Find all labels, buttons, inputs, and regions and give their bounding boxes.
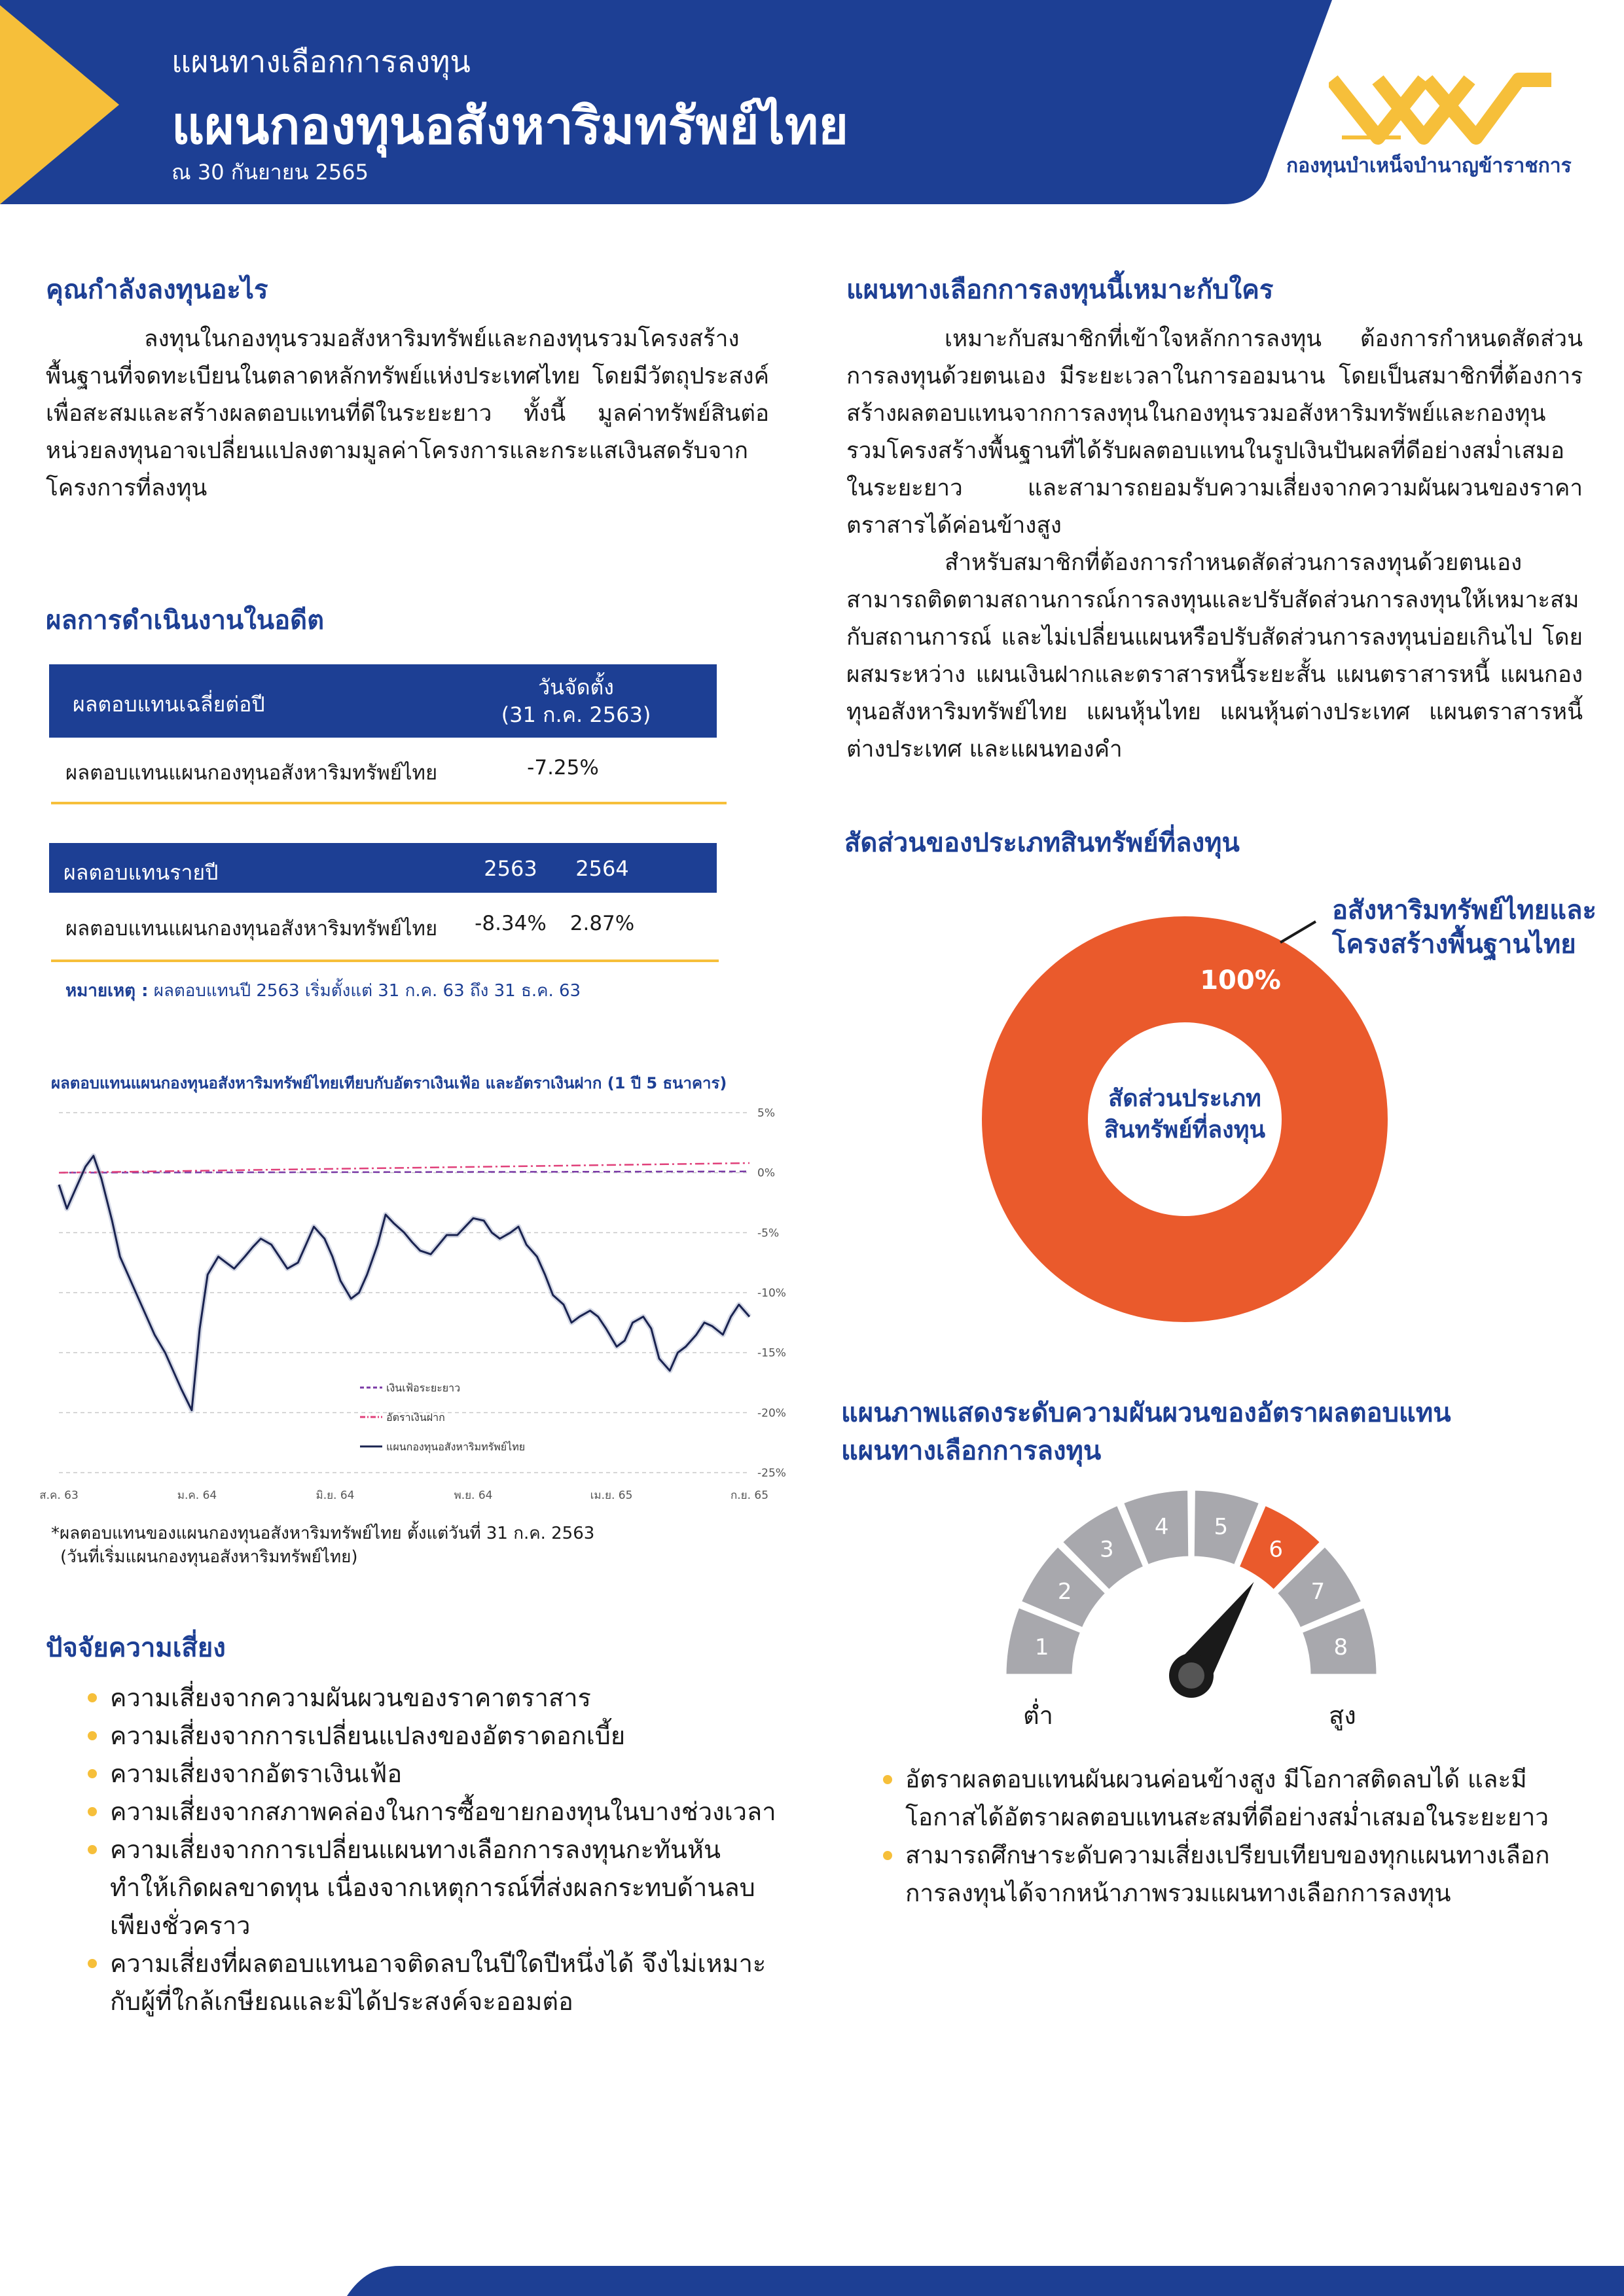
legend-label: เงินเฟ้อระยะยาว xyxy=(386,1382,461,1394)
risk-gauge-heading xyxy=(841,1394,1451,1470)
suitability-para-2 xyxy=(846,545,1583,768)
x-tick-label: มิ.ย. 64 xyxy=(316,1489,355,1502)
y-tick-label: -5% xyxy=(757,1227,780,1240)
performance-heading: ผลการดำเนินงานในอดีต xyxy=(46,605,325,636)
suitability-text-1: เหมาะกับสมาชิกที่เข้าใจหลักการลงทุน ต้องการกำหนดสัดส่วนการลงทุนด้วยตนเอง มีระยะเวลาในการออมนาน โดยเป็นสมาชิกที่ต้องการสร้างผลตอบแทนจากการลงทุนในกองทุนรวมอสังหาริมทรัพย์และกองทุนรวมโครงสร้างพื้นฐานที่ได้รับผลตอบแทนในรูปเงินปันผลที่ดีอย่างสม่ำเสมอในระยะยาว และสามารถยอมรับความเสี่ยงจากความผันผวนของราคาตราสารได้ค่อนข้างสูง xyxy=(846,326,1583,539)
return-2564-value: 2.87% xyxy=(569,912,635,935)
risk-item: ความเสี่ยงจากการเปลี่ยนแผนทางเลือกการลงทุนกะทันหัน ทำให้เกิดผลขาดทุน เนื่องจากเหตุการณ์ที่ส่งผลกระทบด้านลบเพียงชั่วคราว xyxy=(85,1831,779,1945)
gauge-high-label: สูง xyxy=(1329,1701,1356,1730)
page-title: แผนกองทุนอสังหาริมทรัพย์ไทย xyxy=(171,97,849,156)
allocation-label-line1: อสังหาริมทรัพย์ไทยและ xyxy=(1332,895,1597,925)
risk-item: ความเสี่ยงจากอัตราเงินเฟ้อ xyxy=(85,1755,779,1793)
donut-center-label xyxy=(1087,1083,1283,1146)
invest-heading: คุณกำลังลงทุนอะไร xyxy=(46,275,268,305)
return-line-chart xyxy=(39,1100,799,1505)
x-tick-label: เม.ย. 65 xyxy=(590,1489,633,1502)
y-tick-label: 5% xyxy=(757,1107,775,1120)
chart-footnote-line2: (วันที่เริ่มแผนกองทุนอสังหาริมทรัพย์ไทย) xyxy=(60,1547,358,1567)
risk-item: ความเสี่ยงจากสภาพคล่องในการซื้อขายกองทุนในบางช่วงเวลา xyxy=(85,1793,779,1831)
gauge-level-label: 1 xyxy=(1034,1634,1049,1661)
table-note-label: หมายเหตุ : xyxy=(65,981,149,1001)
avg-return-row-label: ผลตอบแทนแผนกองทุนอสังหาริมทรัพย์ไทย xyxy=(65,761,438,785)
footer-band xyxy=(0,2266,1624,2296)
x-tick-label: ก.ย. 65 xyxy=(730,1489,769,1502)
y-tick-label: -25% xyxy=(757,1467,786,1480)
inception-col-line2: (31 ก.ค. 2563) xyxy=(501,702,651,727)
gauge-level-label: 8 xyxy=(1333,1634,1348,1661)
allocation-heading: สัดส่วนของประเภทสินทรัพย์ที่ลงทุน xyxy=(844,828,1240,858)
gauge-level-label: 2 xyxy=(1057,1578,1072,1605)
gpf-logo xyxy=(1329,72,1558,147)
year-2564-label: 2564 xyxy=(575,856,629,881)
avg-return-value: -7.25% xyxy=(527,756,599,780)
org-name: กองทุนบำเหน็จบำนาญข้าราชการ xyxy=(1286,154,1572,177)
x-tick-label: ม.ค. 64 xyxy=(177,1489,217,1502)
table1-divider xyxy=(51,802,727,804)
allocation-slice-label xyxy=(1332,893,1597,961)
gauge-needle-hub-inner xyxy=(1178,1662,1204,1689)
year-2563-label: 2563 xyxy=(484,856,537,881)
donut-center-line1: สัดส่วนประเภท xyxy=(1108,1085,1261,1112)
legend-label: แผนกองทุนอสังหาริมทรัพย์ไทย xyxy=(386,1441,526,1453)
risk-note-item: อัตราผลตอบแทนผันผวนค่อนข้างสูง มีโอกาสติดลบได้ และมีโอกาสได้อัตราผลตอบแทนสะสมที่ดีอย่างสม่ำเสมอในระยะยาว xyxy=(880,1761,1584,1837)
legend-label: อัตราเงินฝาก xyxy=(386,1411,445,1424)
inception-col-line1: วันจัดตั้ง xyxy=(538,675,614,700)
risk-level-gauge xyxy=(995,1486,1388,1702)
avg-return-col-label: ผลตอบแทนเฉลี่ยต่อปี xyxy=(73,692,265,717)
annual-return-col-label: ผลตอบแทนรายปี xyxy=(63,860,219,885)
gauge-level-label: 7 xyxy=(1310,1578,1326,1605)
suitability-para-1 xyxy=(846,321,1583,545)
header-subtitle: แผนทางเลือกการลงทุน xyxy=(171,44,471,79)
risk-item: ความเสี่ยงที่ผลตอบแทนอาจติดลบในปีใดปีหนึ่งได้ จึงไม่เหมาะกับผู้ที่ใกล้เกษียณและมิได้ประสงค์จะออมต่อ xyxy=(85,1945,779,2020)
header-date: ณ 30 กันยายน 2565 xyxy=(171,160,369,185)
return-2563-value: -8.34% xyxy=(475,912,547,935)
annual-return-table-header xyxy=(49,843,717,893)
y-tick-label: 0% xyxy=(757,1166,775,1180)
donut-center-line2: สินทรัพย์ที่ลงทุน xyxy=(1104,1117,1266,1143)
suitability-text-2: สำหรับสมาชิกที่ต้องการกำหนดสัดส่วนการลงทุนด้วยตนเอง สามารถติดตามสถานการณ์การลงทุนและปรับสัดส่วนการลงทุนให้เหมาะสมกับสถานการณ์ และไม่เปลี่ยนแผนหรือปรับสัดส่วนการลงทุนบ่อยเกินไป โดยผสมระหว่าง แผนเงินฝากและตราสารหนี้ระยะสั้น แผนตราสารหนี้ แผนกองทุนอสังหาริมทรัพย์ไทย แผนหุ้นไทย แผนหุ้นต่างประเทศ แผนตราสารหนี้ต่างประเทศ และแผนทองคำ xyxy=(846,550,1583,762)
chart-footnote xyxy=(51,1522,594,1569)
gauge-level-label: 6 xyxy=(1269,1536,1283,1563)
donut-leader-line xyxy=(1280,922,1316,942)
table-note-text: ผลตอบแทนปี 2563 เริ่มตั้งแต่ 31 ก.ค. 63 ถึง 31 ธ.ค. 63 xyxy=(148,981,581,1001)
annual-return-row-label: ผลตอบแทนแผนกองทุนอสังหาริมทรัพย์ไทย xyxy=(65,917,438,941)
x-tick-label: ส.ค. 63 xyxy=(39,1489,79,1502)
risk-gauge-heading-line1: แผนภาพแสดงระดับความผันผวนของอัตราผลตอบแทน xyxy=(841,1398,1451,1428)
invest-description xyxy=(46,321,769,507)
gauge-level-label: 5 xyxy=(1214,1513,1229,1540)
fund-series-shadow xyxy=(59,1156,749,1410)
y-tick-label: -20% xyxy=(757,1407,786,1420)
table-note xyxy=(65,977,581,1004)
line-chart-title: ผลตอบแทนแผนกองทุนอสังหาริมทรัพย์ไทยเทียบกับอัตราเงินเฟ้อ และอัตราเงินฝาก (1 ปี 5 ธนาคาร) xyxy=(51,1074,727,1092)
inception-col-label xyxy=(494,673,658,728)
y-tick-label: -10% xyxy=(757,1287,786,1300)
x-tick-label: พ.ย. 64 xyxy=(454,1489,493,1502)
risk-item: ความเสี่ยงจากความผันผวนของราคาตราสาร xyxy=(85,1679,779,1717)
suitability-heading: แผนทางเลือกการลงทุนนี้เหมาะกับใคร xyxy=(846,275,1274,305)
risk-gauge-heading-line2: แผนทางเลือกการลงทุน xyxy=(841,1436,1102,1466)
invest-text: ลงทุนในกองทุนรวมอสังหาริมทรัพย์และกองทุนรวมโครงสร้างพื้นฐานที่จดทะเบียนในตลาดหลักทรัพย์แห่งประเทศไทย โดยมีวัตถุประสงค์เพื่อสะสมและสร้างผลตอบแทนที่ดีในระยะยาว ทั้งนี้ มูลค่าทรัพย์สินต่อหน่วยลงทุนอาจเปลี่ยนแปลงตามมูลค่าโครงการและกระแสเงินสดรับจากโครงการที่ลงทุน xyxy=(46,326,769,501)
y-tick-label: -15% xyxy=(757,1346,786,1360)
avg-return-table-header xyxy=(49,664,717,738)
risk-factors-heading: ปัจจัยความเสี่ยง xyxy=(46,1633,226,1663)
gauge-low-label: ต่ำ xyxy=(1023,1701,1054,1730)
risk-notes-list xyxy=(880,1761,1584,1912)
risk-factors-list xyxy=(85,1679,779,2020)
suitability-description xyxy=(846,321,1583,768)
gauge-level-label: 3 xyxy=(1100,1536,1114,1563)
allocation-slice-value: 100% xyxy=(1200,965,1281,996)
chart-footnote-line1: *ผลตอบแทนของแผนกองทุนอสังหาริมทรัพย์ไทย ตั้งแต่วันที่ 31 ก.ค. 2563 xyxy=(51,1524,595,1543)
risk-note-item: สามารถศึกษาระดับความเสี่ยงเปรียบเทียบของทุกแผนทางเลือกการลงทุนได้จากหน้าภาพรวมแผนทางเลือกการลงทุน xyxy=(880,1837,1584,1912)
allocation-label-line2: โครงสร้างพื้นฐานไทย xyxy=(1332,929,1576,960)
series-line-3 xyxy=(59,1156,749,1410)
table2-divider xyxy=(51,960,719,962)
gauge-level-label: 4 xyxy=(1154,1513,1169,1540)
risk-item: ความเสี่ยงจากการเปลี่ยนแปลงของอัตราดอกเบี้ย xyxy=(85,1717,779,1755)
